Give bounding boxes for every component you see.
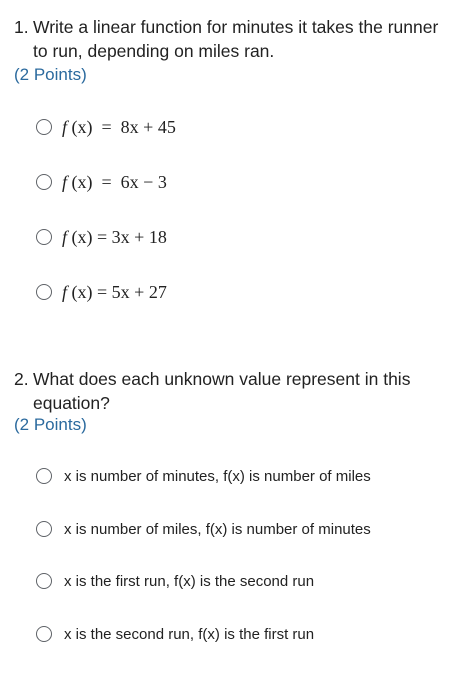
option-label: f (x) = 3x + 18 xyxy=(62,226,167,247)
option-label: x is the second run, f(x) is the first run xyxy=(64,625,315,643)
question-points: (2 Points) xyxy=(14,415,87,434)
question-text: Write a linear function for minutes it takes the runner to run, depending on miles ran. xyxy=(33,17,439,61)
question-number: 2. xyxy=(14,369,29,389)
answer-option-4[interactable] xyxy=(36,620,314,648)
answer-option-1[interactable] xyxy=(36,113,176,141)
option-label: x is number of minutes, f(x) is number of miles xyxy=(64,467,371,485)
radio-button[interactable] xyxy=(36,229,52,245)
option-label: x is number of miles, f(x) is number of minutes xyxy=(64,520,371,538)
option-label: f (x) = 5x + 27 xyxy=(62,281,167,302)
radio-button[interactable] xyxy=(36,284,52,300)
radio-button[interactable] xyxy=(36,521,52,537)
question-text: What does each unknown value represent in this equation? xyxy=(33,369,411,413)
radio-button[interactable] xyxy=(36,119,52,135)
option-label: x is the first run, f(x) is the second run xyxy=(64,572,315,590)
option-label: f (x) = 6x − 3 xyxy=(62,171,167,192)
answer-option-2[interactable] xyxy=(36,515,371,543)
radio-button[interactable] xyxy=(36,573,52,589)
answer-option-3[interactable] xyxy=(36,223,167,251)
radio-button[interactable] xyxy=(36,174,52,190)
question-title xyxy=(14,15,439,63)
radio-button[interactable] xyxy=(36,626,52,642)
answer-option-2[interactable] xyxy=(36,168,167,196)
radio-button[interactable] xyxy=(36,468,52,484)
question-points: (2 Points) xyxy=(14,65,87,84)
option-label: f (x) = 8x + 45 xyxy=(62,116,176,137)
question-number: 1. xyxy=(14,17,29,37)
answer-option-4[interactable] xyxy=(36,278,167,306)
answer-option-3[interactable] xyxy=(36,567,314,595)
answer-option-1[interactable] xyxy=(36,462,371,490)
question-title xyxy=(14,367,439,415)
